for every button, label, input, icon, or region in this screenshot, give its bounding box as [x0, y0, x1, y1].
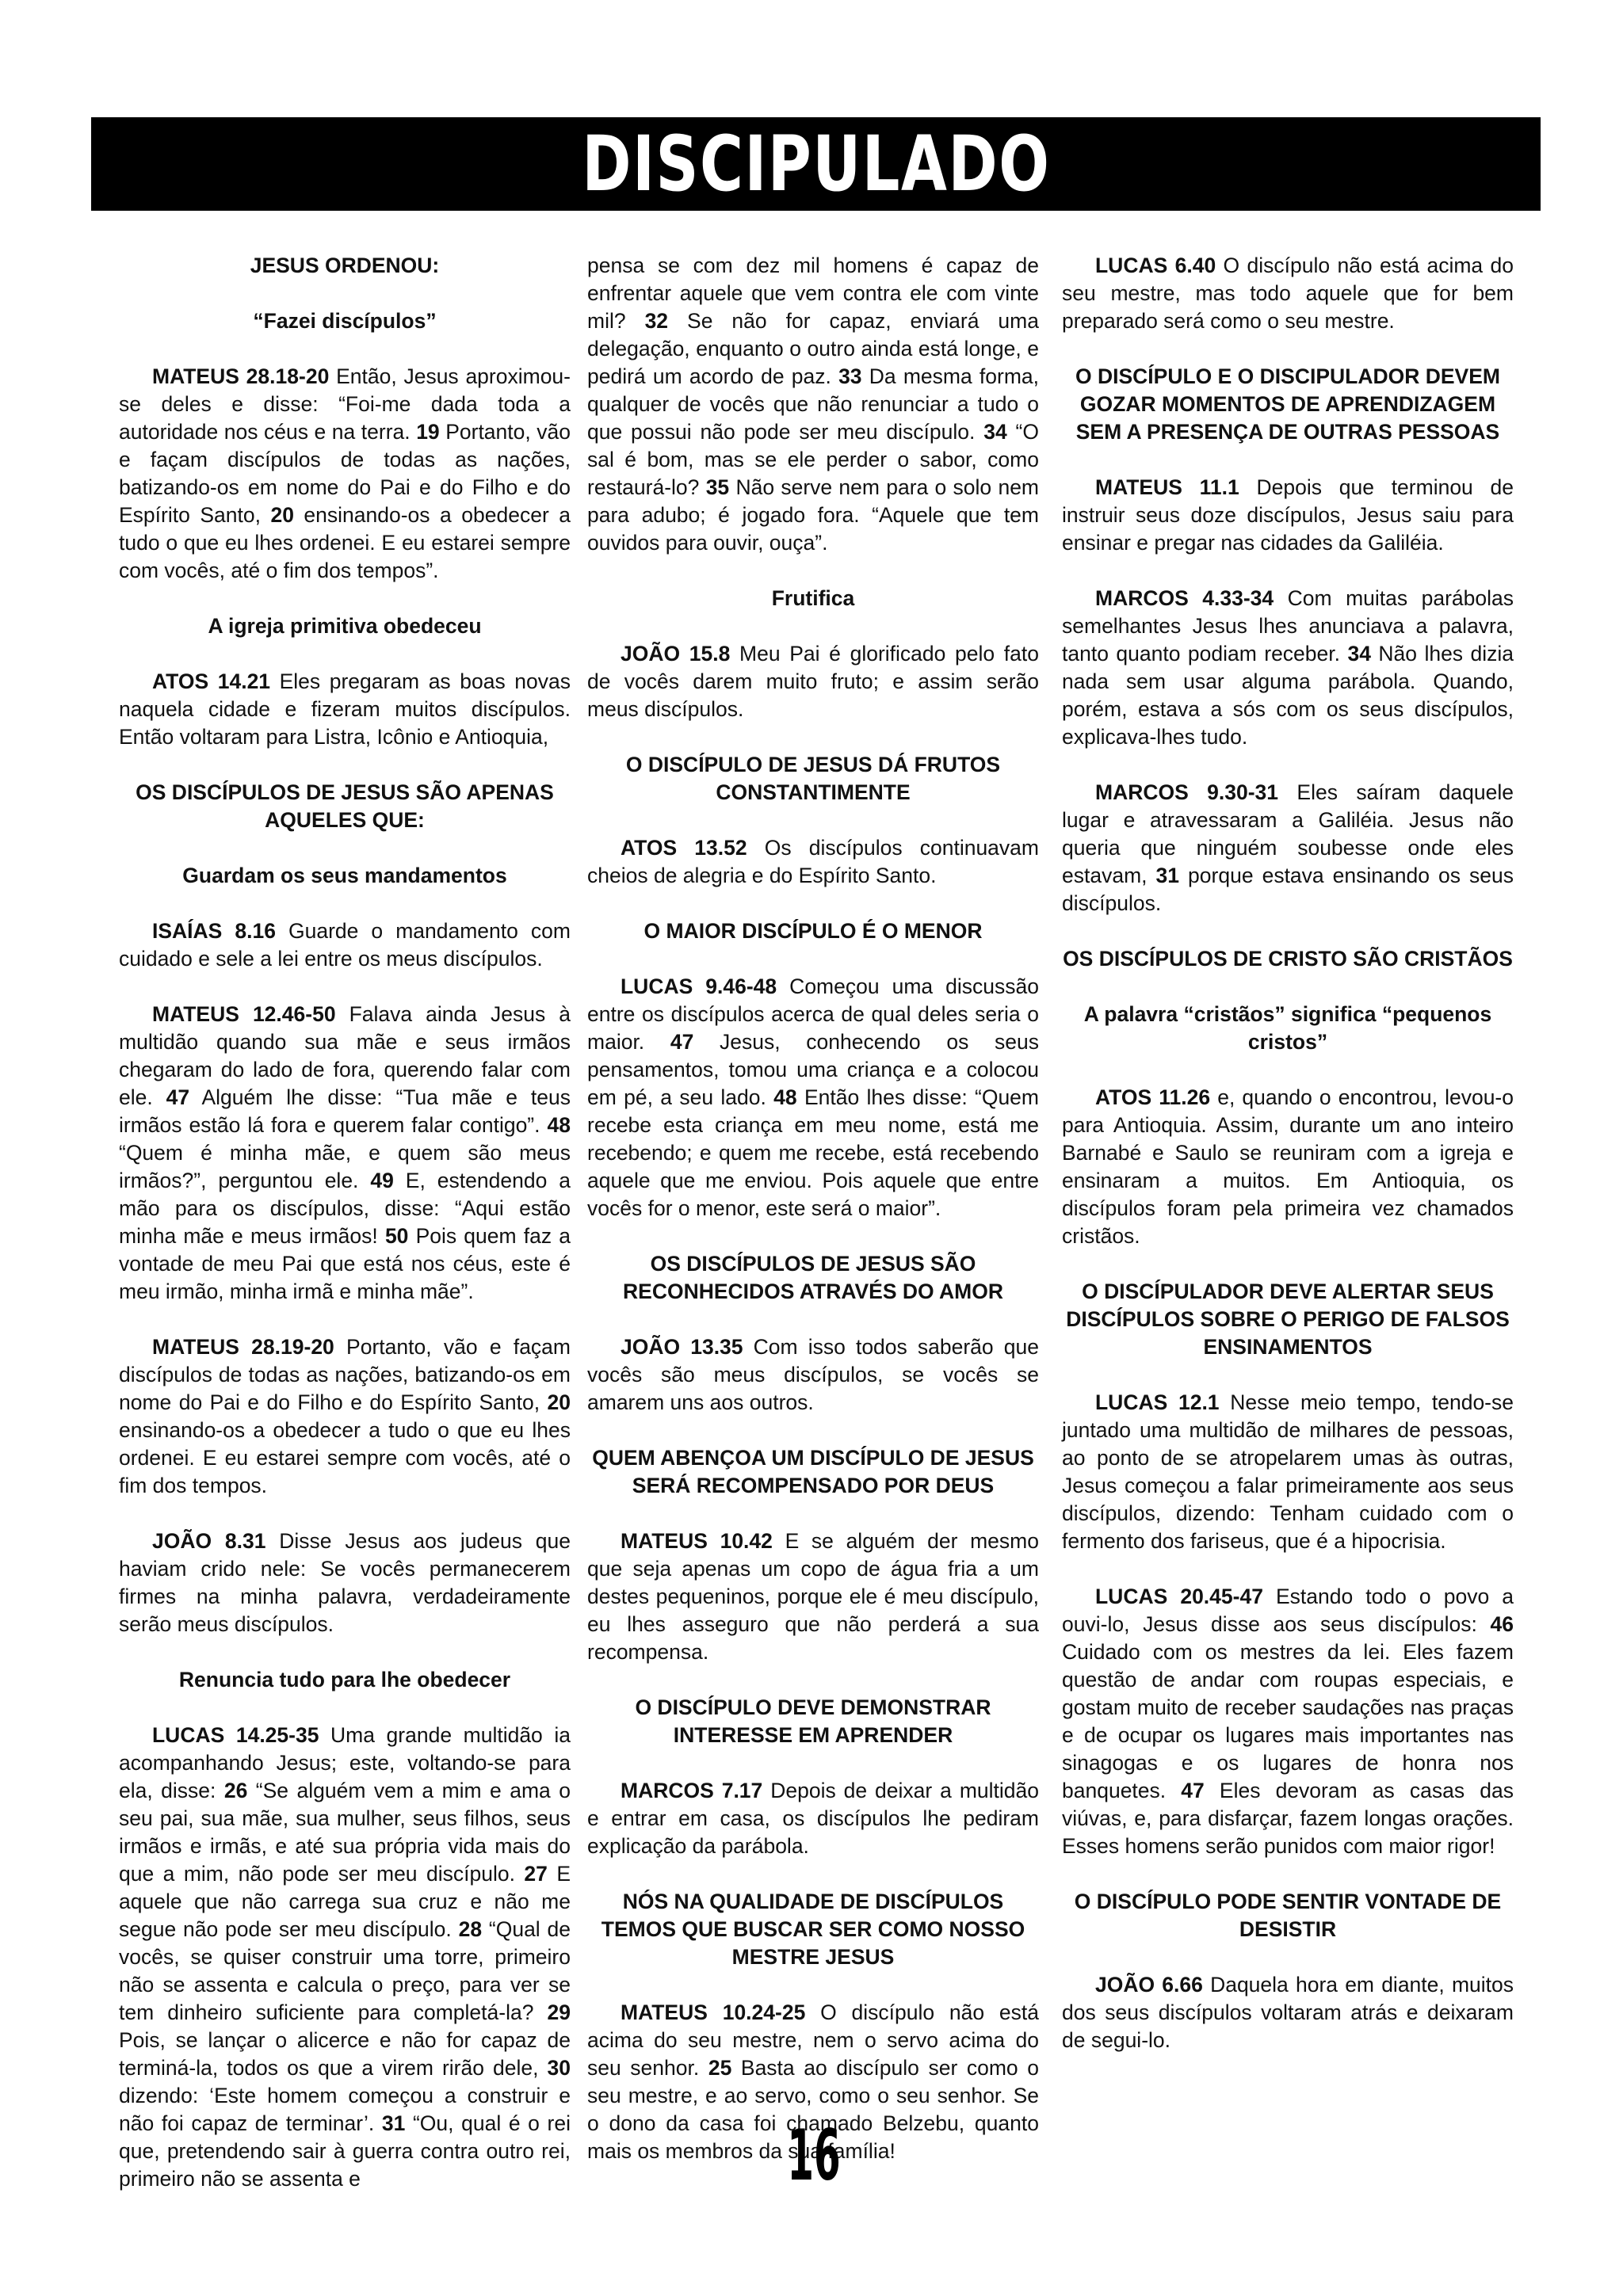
verse-mateus-10-24: MATEUS 10.24-25 O discípulo não está acima do seu mestre, nem o servo acima do seu senhor. 25 Basta ao discípulo ser como o seu mestre, e ao servo, como o seu senhor. Se o dono da casa foi chamado Belzebu, quanto mais os membros da sua família!: [587, 2000, 1039, 2163]
verse-marcos-7-17: MARCOS 7.17 Depois de deixar a multidão e entrar em casa, os discípulos lhe pediram explicação da parábola.: [587, 1779, 1040, 1858]
heading-jesus-ordenou: JESUS ORDENOU:: [250, 254, 440, 277]
column-1: [119, 252, 571, 2193]
verse-mateus-28-18: MATEUS 28.18-20 Então, Jesus aproximou-se deles e disse: “Foi-me dada toda a autoridade nos céus e na terra. 19 Portanto, vão e façam discípulos de todas as nações, batizando-os em nome do Pai e do Filho e do Espírito Santo, 20 ensinando-os a obedecer a tudo o que eu lhes ordenei. E eu estarei sempre com vocês, até o fim dos tempos”.: [119, 364, 571, 582]
page-title: DISCIPULADO: [581, 120, 1051, 208]
verse-lucas-6-40: LUCAS 6.40 O discípulo não está acima do seu mestre, mas todo aquele que for bem preparado será como o seu mestre.: [1062, 254, 1514, 333]
heading-maior-discipulo: O MAIOR DISCÍPULO É O MENOR: [643, 919, 983, 943]
heading-qualidade: NÓS NA QUALIDADE DE DISCÍPULOS TEMOS QUE BUSCAR SER COMO NOSSO MESTRE JESUS: [601, 1890, 1025, 1969]
verse-mateus-11-1: MATEUS 11.1 Depois que terminou de instruir seus doze discípulos, Jesus saiu para ensinar e pregar nas cidades da Galiléia.: [1062, 475, 1514, 555]
verse-atos-11-26: ATOS 11.26 e, quando o encontrou, levou-o para Antioquia. Assim, durante um ano inteiro Barnabé e Saulo se reuniram com a igreja e ensinaram a muitos. Em Antioquia, os discípulos foram pela primeira vez chamados cristãos.: [1062, 1085, 1514, 1248]
heading-alertar: O DISCÍPULADOR DEVE ALERTAR SEUS DISCÍPULOS SOBRE O PERIGO DE FALSOS ENSINAMENTOS: [1066, 1280, 1510, 1359]
verse-joao-8-31: JOÃO 8.31 Disse Jesus aos judeus que haviam crido nele: Se vocês permanecerem firmes na minha palavra, verdadeiramente serão meus discípulos.: [119, 1529, 571, 1636]
column-2: [587, 252, 1039, 2165]
title-banner: [91, 117, 1541, 211]
heading-momentos: O DISCÍPULO E O DISCIPULADOR DEVEM GOZAR MOMENTOS DE APRENDIZAGEM SEM A PRESENÇA DE OUTRAS PESSOAS: [1075, 364, 1500, 444]
verse-mateus-12-46: MATEUS 12.46-50 Falava ainda Jesus à multidão quando sua mãe e seus irmãos chegaram do lado de fora, querendo falar com ele. 47 Alguém lhe disse: “Tua mãe e teus irmãos estão lá fora e querem falar contigo”. 48 “Quem é minha mãe, e quem são meus irmãos?”, perguntou ele. 49 E, estendendo a mão para os discípulos, disse: “Aqui estão minha mãe e meus irmãos! 50 Pois quem faz a vontade de meu Pai que está nos céus, este é meu irmão, minha irmã e minha mãe”.: [119, 1002, 571, 1303]
verse-marcos-9-30: MARCOS 9.30-31 Eles saíram daquele lugar e atravessaram a Galiléia. Jesus não queria que ninguém soubesse onde eles estavam, 31 porque estava ensinando os seus discípulos.: [1062, 780, 1514, 915]
heading-renuncia: Renuncia tudo para lhe obedecer: [178, 1668, 511, 1691]
verse-lucas-12-1: LUCAS 12.1 Nesse meio tempo, tendo-se juntado uma multidão de milhares de pessoas, ao ponto de se atropelarem umas às outras, Jesus começou a falar primeiramente aos seus discípulos, dizendo: Tenham cuidado com o fermento dos fariseus, que é a hipocrisia.: [1062, 1390, 1514, 1553]
heading-frutifica: Frutifica: [771, 586, 855, 610]
heading-desistir: O DISCÍPULO PODE SENTIR VONTADE DE DESISTIR: [1074, 1890, 1502, 1941]
heading-igreja-primitiva: A igreja primitiva obedeceu: [208, 614, 482, 638]
verse-mateus-28-19: MATEUS 28.19-20 Portanto, vão e façam discípulos de todas as nações, batizando-os em nome do Pai e do Filho e do Espírito Santo, 20 ensinando-os a obedecer a tudo o que eu lhes ordenei. E eu estarei sempre com vocês, até o fim dos tempos.: [119, 1335, 571, 1497]
verse-lucas-9-46: LUCAS 9.46-48 Começou uma discussão entre os discípulos acerca de qual deles seria o maior. 47 Jesus, conhecendo os seus pensamentos, tomou uma criança e a colocou em pé, a seu lado. 48 Então lhes disse: “Quem recebe esta criança em meu nome, está me recebendo; e quem me recebe, está recebendo aquele que me enviou. Pois aquele que entre vocês for o menor, este será o maior”.: [587, 974, 1039, 1220]
verse-lucas-14-continued: pensa se com dez mil homens é capaz de enfrentar aquele que vem contra ele com vinte mil? 32 Se não for capaz, enviará uma delegação, enquanto o outro ainda está longe, e pedirá um acordo de paz. 33 Da mesma forma, qualquer de vocês que não renunciar a tudo o que possui não pode ser meu discípulo. 34 “O sal é bom, mas se ele perder o sabor, como restaurá-lo? 35 Não serve nem para o solo nem para adubo; é jogado fora. “Aquele que tem ouvidos para ouvir, ouça”.: [587, 254, 1040, 555]
page-number: 16: [787, 2114, 841, 2196]
heading-interesse: O DISCÍPULO DEVE DEMONSTRAR INTERESSE EM APRENDER: [635, 1695, 991, 1747]
verse-atos-14-21: ATOS 14.21 Eles pregaram as boas novas naquela cidade e fizeram muitos discípulos. Então voltaram para Listra, Icônio e Antioquia,: [119, 669, 571, 749]
verse-atos-13-52: ATOS 13.52 Os discípulos continuavam cheios de alegria e do Espírito Santo.: [587, 836, 1039, 887]
heading-abencoa: QUEM ABENÇOA UM DISCÍPULO DE JESUS SERÁ RECOMPENSADO POR DEUS: [592, 1446, 1034, 1497]
column-3: [1062, 252, 1514, 2054]
heading-reconhecidos-amor: OS DISCÍPULOS DE JESUS SÃO RECONHECIDOS ATRAVÉS DO AMOR: [623, 1252, 1003, 1303]
verse-lucas-20-45: LUCAS 20.45-47 Estando todo o povo a ouvi-lo, Jesus disse aos seus discípulos: 46 Cuidado com os mestres da lei. Eles fazem questão de andar com roupas especiais, e gostam muito de receber saudações nas praças e de ocupar os lugares mais importantes nas sinagogas e os lugares de honra nos banquetes. 47 Eles devoram as casas das viúvas, e, para disfarçar, fazem longas orações. Esses homens serão punidos com maior rigor!: [1062, 1585, 1514, 1858]
verse-joao-15-8: JOÃO 15.8 Meu Pai é glorificado pelo fato de vocês darem muito fruto; e assim serão meus discípulos.: [587, 642, 1039, 721]
verse-joao-6-66: JOÃO 6.66 Daquela hora em diante, muitos dos seus discípulos voltaram atrás e deixaram de segui-lo.: [1062, 1973, 1514, 2052]
verse-mateus-10-42: MATEUS 10.42 E se alguém der mesmo que seja apenas um copo de água fria a um destes pequeninos, porque ele é meu discípulo, eu lhes asseguro que não perderá a sua recompensa.: [587, 1529, 1039, 1664]
heading-discipulos-apenas: OS DISCÍPULOS DE JESUS SÃO APENAS AQUELES QUE:: [136, 780, 554, 832]
heading-cristaos: OS DISCÍPULOS DE CRISTO SÃO CRISTÃOS: [1063, 947, 1513, 971]
heading-guardam: Guardam os seus mandamentos: [182, 864, 507, 887]
verse-isaias-8-16: ISAÍAS 8.16 Guarde o mandamento com cuidado e sele a lei entre os meus discípulos.: [119, 919, 571, 971]
verse-joao-13-35: JOÃO 13.35 Com isso todos saberão que vocês são meus discípulos, se vocês se amarem uns aos outros.: [587, 1335, 1039, 1414]
heading-palavra-cristaos: A palavra “cristãos” significa “pequenos cristos”: [1083, 1002, 1492, 1054]
heading-fazei-discipulos: “Fazei discípulos”: [253, 309, 437, 333]
verse-marcos-4-33: MARCOS 4.33-34 Com muitas parábolas semelhantes Jesus lhes anunciava a palavra, tanto quanto podiam receber. 34 Não lhes dizia nada sem usar alguma parábola. Quando, porém, estava a sós com os seus discípulos, explicava-lhes tudo.: [1062, 586, 1514, 749]
heading-da-frutos: O DISCÍPULO DE JESUS DÁ FRUTOS CONSTANTIMENTE: [625, 753, 1001, 804]
verse-lucas-14-25: LUCAS 14.25-35 Uma grande multidão ia acompanhando Jesus; este, voltando-se para ela, disse: 26 “Se alguém vem a mim e ama o seu pai, sua mãe, sua mulher, seus filhos, seus irmãos e irmãs, e até sua própria vida mais do que a mim, não pode ser meu discípulo. 27 E aquele que não carrega sua cruz e não me segue não pode ser meu discípulo. 28 “Qual de vocês, se quiser construir uma torre, primeiro não se assenta e calcula o preço, para ver se tem dinheiro suficiente para completá-la? 29 Pois, se lançar o alicerce e não for capaz de terminá-la, todos os que a virem rirão dele, 30 dizendo: ‘Este homem começou a construir e não foi capaz de terminar’. 31 “Ou, qual é o rei que, pretendendo sair à guerra contra outro rei, primeiro não se assenta e: [119, 1723, 571, 2191]
